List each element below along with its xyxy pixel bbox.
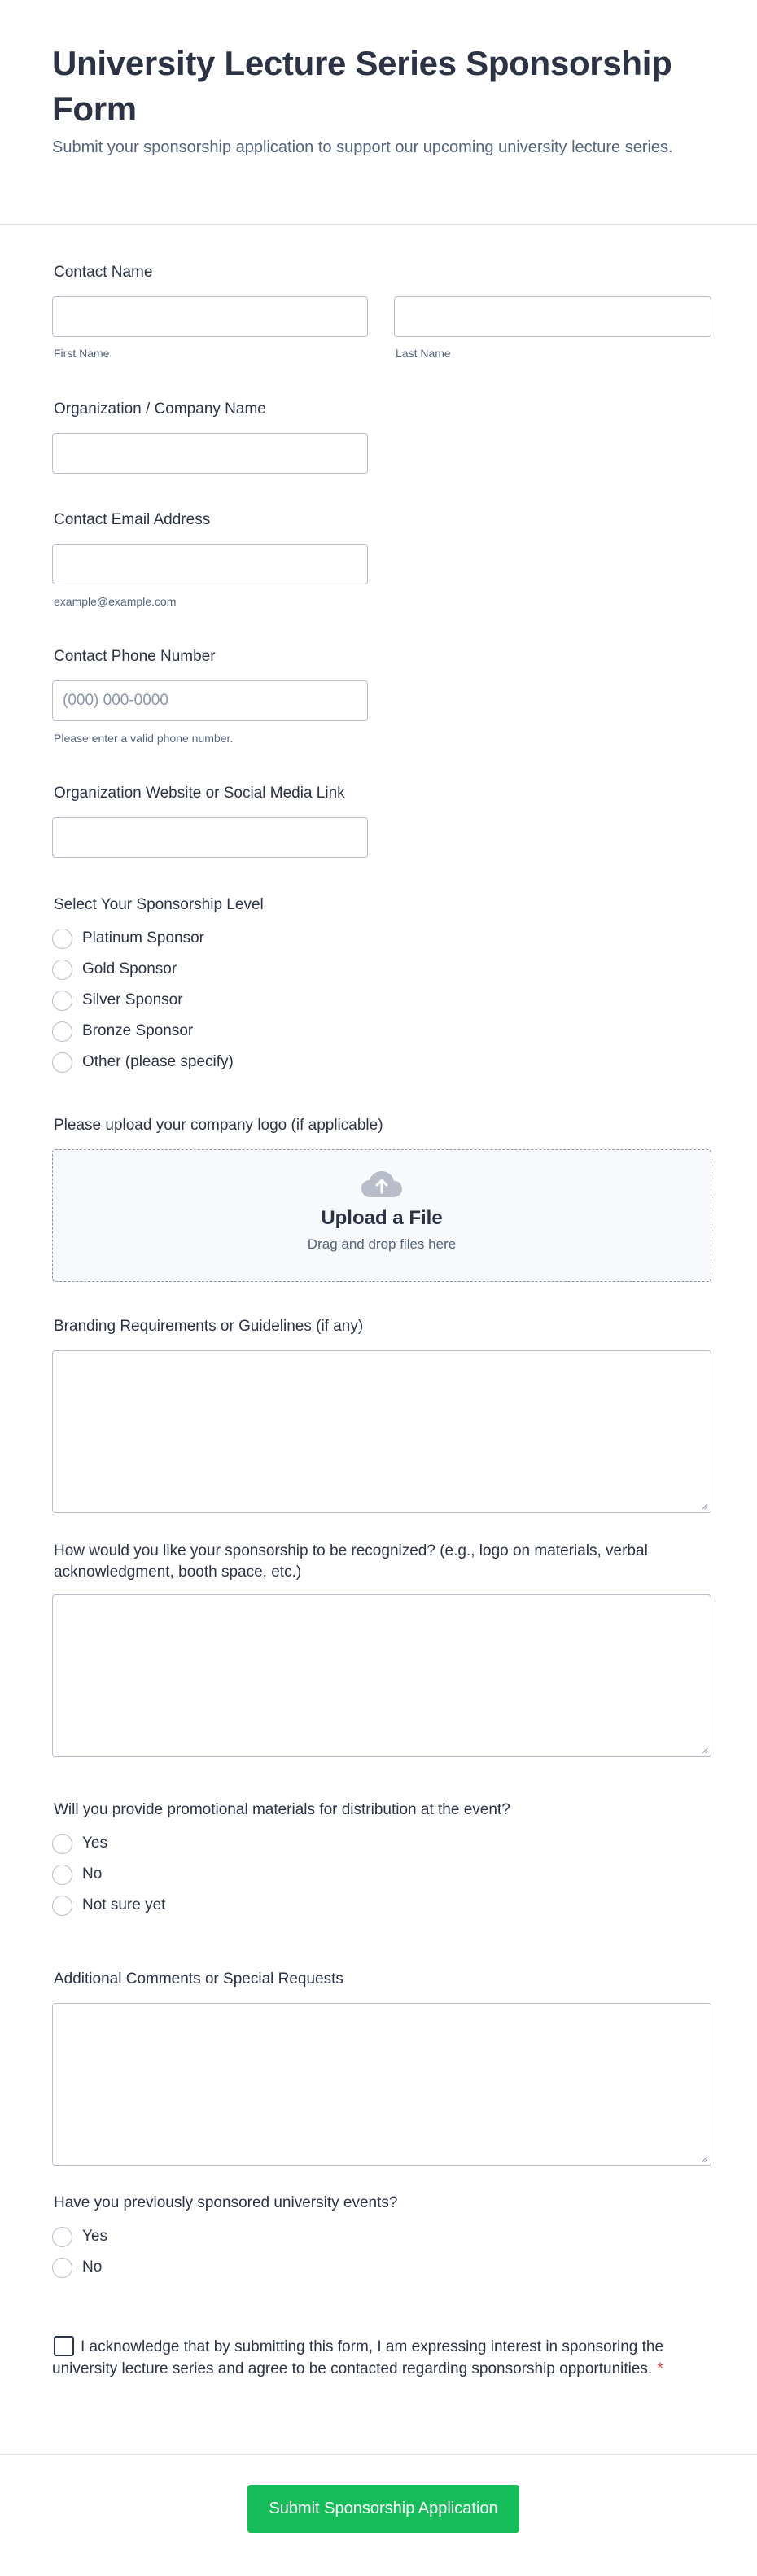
comments-label: Additional Comments or Special Requests	[54, 1970, 343, 1988]
file-upload-dropzone[interactable]	[52, 1149, 711, 1282]
acknowledgment-text: I acknowledge that by submitting this form, I am expressing interest in sponsoring the university lecture series and agree to be contacted regarding sponsorship opportunities.	[52, 2338, 664, 2377]
logo-upload-field	[52, 1115, 711, 1282]
radio-label: Silver Sponsor	[82, 991, 183, 1008]
comments-field	[52, 1969, 711, 2166]
email-label: Contact Email Address	[54, 511, 211, 528]
radio-option-yes[interactable]	[52, 2221, 397, 2252]
cloud-upload-icon	[361, 1170, 403, 1199]
promo-materials-field	[52, 1800, 510, 1921]
promo-materials-label: Will you provide promotional materials for distribution at the event?	[54, 1801, 510, 1818]
radio-label: Yes	[82, 2228, 107, 2245]
previous-sponsor-field	[52, 2193, 397, 2283]
radio-label: Gold Sponsor	[82, 960, 177, 977]
radio-label: Not sure yet	[82, 1896, 166, 1913]
submit-button[interactable]: Submit Sponsorship Application	[247, 2485, 519, 2533]
radio-label: No	[82, 1865, 103, 1883]
first-name-sublabel: First Name	[54, 347, 110, 360]
radio-button[interactable]	[52, 929, 72, 949]
first-name-input[interactable]	[52, 296, 368, 337]
acknowledgment-checkbox[interactable]	[54, 2336, 74, 2356]
radio-button[interactable]	[52, 1865, 72, 1885]
required-asterisk: *	[657, 2360, 663, 2377]
email-field	[52, 510, 368, 609]
recognition-field	[52, 1541, 711, 1757]
radio-option-not-sure[interactable]	[52, 1890, 510, 1921]
email-sublabel: example@example.com	[54, 595, 177, 608]
radio-option-platinum[interactable]	[52, 923, 264, 954]
radio-button[interactable]	[52, 1896, 72, 1916]
sponsorship-level-field	[52, 894, 264, 1078]
phone-label: Contact Phone Number	[54, 648, 216, 665]
radio-option-bronze[interactable]	[52, 1016, 264, 1047]
website-label: Organization Website or Social Media Link	[54, 785, 345, 802]
radio-label: Other (please specify)	[82, 1053, 234, 1070]
radio-option-no[interactable]	[52, 1859, 510, 1890]
acknowledgment-field	[52, 2336, 703, 2380]
website-input[interactable]	[52, 817, 368, 858]
resize-handle-icon[interactable]	[700, 1502, 708, 1510]
phone-sublabel: Please enter a valid phone number.	[54, 732, 234, 745]
logo-upload-label: Please upload your company logo (if applicable)	[54, 1117, 383, 1134]
radio-button[interactable]	[52, 1021, 72, 1042]
email-input[interactable]	[52, 544, 368, 584]
previous-sponsor-options	[52, 2221, 397, 2283]
website-field	[52, 783, 368, 858]
sponsorship-level-options	[52, 923, 264, 1078]
radio-label: Bronze Sponsor	[82, 1022, 194, 1039]
upload-subtitle: Drag and drop files here	[307, 1236, 457, 1252]
radio-button[interactable]	[52, 2227, 72, 2247]
branding-textarea[interactable]	[52, 1350, 711, 1513]
resize-handle-icon[interactable]	[700, 1746, 708, 1754]
radio-button[interactable]	[52, 1834, 72, 1854]
upload-title: Upload a File	[321, 1207, 443, 1229]
radio-option-no[interactable]	[52, 2252, 397, 2283]
organization-field	[52, 399, 368, 474]
page-subtitle: Submit your sponsorship application to support our upcoming university lecture series.	[52, 138, 673, 156]
recognition-textarea-wrap	[52, 1594, 711, 1757]
contact-name-label: Contact Name	[54, 264, 153, 281]
form-header	[0, 0, 757, 225]
radio-option-gold[interactable]	[52, 954, 264, 985]
radio-label: Platinum Sponsor	[82, 929, 204, 947]
recognition-label: How would you like your sponsorship to be recognized? (e.g., logo on materials, verbal acknowledgment, booth space, etc.)	[54, 1542, 648, 1581]
contact-name-field	[52, 262, 711, 361]
recognition-textarea[interactable]	[52, 1594, 711, 1757]
resize-handle-icon[interactable]	[700, 2154, 708, 2163]
radio-option-silver[interactable]	[52, 985, 264, 1016]
radio-option-other[interactable]	[52, 1047, 264, 1078]
comments-textarea-wrap	[52, 2003, 711, 2166]
organization-input[interactable]	[52, 433, 368, 474]
radio-label: No	[82, 2259, 103, 2276]
radio-label: Yes	[82, 1835, 107, 1852]
page-title: University Lecture Series Sponsorship Form	[52, 44, 672, 128]
radio-button[interactable]	[52, 2258, 72, 2278]
footer-divider	[0, 2454, 757, 2455]
last-name-sublabel: Last Name	[396, 347, 451, 360]
previous-sponsor-label: Have you previously sponsored university events?	[54, 2194, 398, 2211]
branding-textarea-wrap	[52, 1350, 711, 1513]
branding-field	[52, 1316, 711, 1513]
branding-label: Branding Requirements or Guidelines (if any)	[54, 1318, 364, 1335]
last-name-input[interactable]	[394, 296, 711, 337]
phone-input[interactable]	[52, 680, 368, 721]
radio-button[interactable]	[52, 960, 72, 980]
comments-textarea[interactable]	[52, 2003, 711, 2166]
organization-label: Organization / Company Name	[54, 400, 266, 418]
radio-option-yes[interactable]	[52, 1828, 510, 1859]
sponsorship-level-label: Select Your Sponsorship Level	[54, 896, 264, 913]
radio-button[interactable]	[52, 1052, 72, 1073]
radio-button[interactable]	[52, 991, 72, 1011]
promo-materials-options	[52, 1828, 510, 1921]
phone-field	[52, 646, 368, 746]
